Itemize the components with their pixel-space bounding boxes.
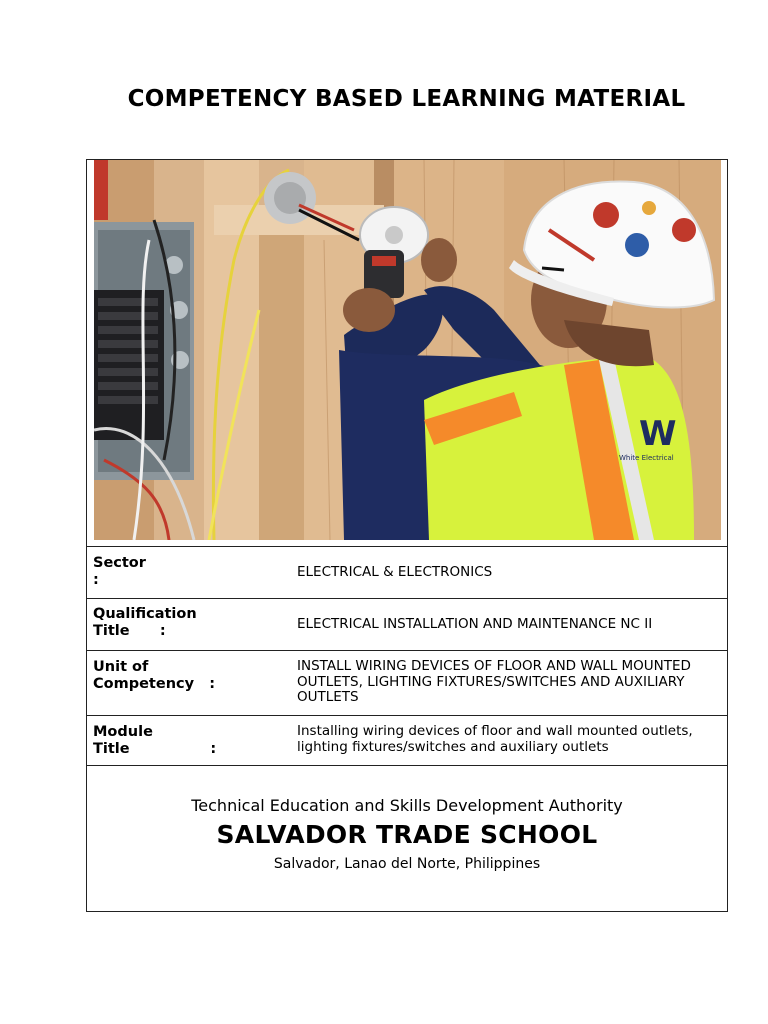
sector-value: ELECTRICAL & ELECTRONICS xyxy=(297,564,493,580)
svg-text:White Electrical: White Electrical xyxy=(619,454,674,462)
unit-of-competency-label: Unit of Competency : xyxy=(93,659,216,692)
unit-of-competency-value: INSTALL WIRING DEVICES OF FLOOR AND WALL MOUNTED OUTLETS, LIGHTING FIXTURES/SWITCHES AND AUXILIARY OUTLETS xyxy=(297,658,691,705)
agency-name: Technical Education and Skills Development Authority xyxy=(191,796,623,815)
sector-label: Sector : xyxy=(93,555,146,588)
electrician-installing-fixture-photo-icon xyxy=(94,160,721,540)
sector-row xyxy=(87,546,727,598)
cover-frame xyxy=(86,159,728,912)
electrician-photo xyxy=(94,160,721,540)
school-name: SALVADOR TRADE SCHOOL xyxy=(216,820,598,849)
qualification-value: ELECTRICAL INSTALLATION AND MAINTENANCE NC II xyxy=(297,616,653,632)
unit-of-competency-row xyxy=(87,650,727,715)
qualification-row xyxy=(87,598,727,650)
document-title: COMPETENCY BASED LEARNING MATERIAL xyxy=(127,86,686,112)
module-title-row xyxy=(87,715,727,765)
svg-text:W: W xyxy=(639,414,677,454)
module-title-value: Installing wiring devices of floor and wall mounted outlets, lighting fixtures/switches and auxiliary outlets xyxy=(297,723,693,755)
school-address: Salvador, Lanao del Norte, Philippines xyxy=(273,856,541,872)
module-title-label: Module Title : xyxy=(93,724,217,757)
institution-footer xyxy=(87,765,727,912)
qualification-label: Qualification Title : xyxy=(93,606,197,639)
